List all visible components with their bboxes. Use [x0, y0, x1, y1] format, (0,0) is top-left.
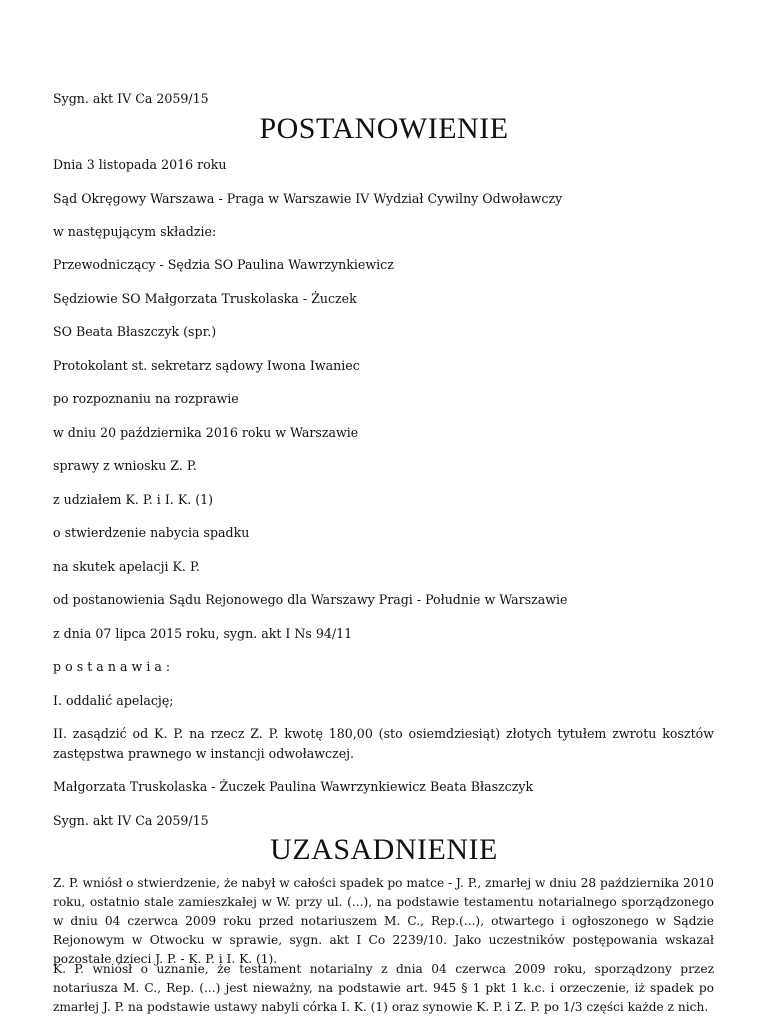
subject-line: o stwierdzenie nabycia spadku — [53, 525, 250, 540]
decision-point-1: I. oddalić apelację; — [53, 693, 174, 708]
decision-point-2: II. zasądzić od K. P. na rzecz Z. P. kwotę 180,00 (sto osiemdziesiąt) złotych tytułem zwrotu kosztów zastępstwa prawnego w instancji odwoławczej. — [53, 726, 714, 761]
justification-title: UZASADNIENIE — [270, 833, 498, 866]
case-signature-top: Sygn. akt IV Ca 2059/15 — [53, 91, 209, 106]
court-line: Sąd Okręgowy Warszawa - Praga w Warszawie IV Wydział Cywilny Odwoławczy — [53, 191, 563, 206]
document-title: POSTANOWIENIE — [259, 112, 509, 145]
lower-court-line: od postanowienia Sądu Rejonowego dla Warszawy Pragi - Południe w Warszawie — [53, 592, 568, 607]
hearing-date-line: w dniu 20 października 2016 roku w Warszawie — [53, 425, 359, 440]
hearing-line: po rozpoznaniu na rozprawie — [53, 391, 239, 406]
justification-paragraph-1: Z. P. wniósł o stwierdzenie, że nabył w całości spadek po matce - J. P., zmarłej w dniu 28 października 2010 roku, ostatnio stale zamieszkałej w W. przy ul. (...), na podstawie testamentu notarialnego sporządzonego w dniu 04 czerwca 2009 roku przed notariuszem M. C., Rep.(...), otwartego i ogłoszonego w Sądzie Rejonowym w Otwocku w sprawie, sygn. akt I Co 2239/10. Jako uczestników postępowania wskazał pozostałe dzieci J. P. - K. P. i I. K. (1). — [53, 876, 714, 966]
decision-word: postanawia: — [53, 659, 175, 674]
justification-paragraph-2: K. P. wniósł o uznanie, że testament notarialny z dnia 04 czerwca 2009 roku, sporządzony przez notariusza M. C., Rep. (...) jest nieważny, na podstawie art. 945 § 1 pkt 1 k.c. i orzeczenie, iż spadek po zmarłej J. P. na podstawie ustawy nabyli córka I. K. (1) oraz synowie K. P. i Z. P. po 1/3 części każde z nich. — [53, 962, 714, 1014]
participants-line: z udziałem K. P. i I. K. (1) — [53, 492, 214, 507]
judge-line: SO Beata Błaszczyk (spr.) — [53, 324, 217, 339]
clerk-line: Protokolant st. sekretarz sądowy Iwona Iwaniec — [53, 358, 360, 373]
case-signature-bottom: Sygn. akt IV Ca 2059/15 — [53, 813, 209, 828]
applicant-line: sprawy z wniosku Z. P. — [53, 458, 197, 473]
lower-court-date-line: z dnia 07 lipca 2015 roku, sygn. akt I Ns 94/11 — [53, 626, 353, 641]
appeal-line: na skutek apelacji K. P. — [53, 559, 200, 574]
judges-signature: Małgorzata Truskolaska - Żuczek Paulina Wawrzynkiewicz Beata Błaszczyk — [53, 779, 534, 794]
presiding-judge-line: Przewodniczący - Sędzia SO Paulina Wawrzynkiewicz — [53, 257, 394, 272]
judges-line: Sędziowie SO Małgorzata Truskolaska - Żuczek — [53, 291, 357, 306]
date-line: Dnia 3 listopada 2016 roku — [53, 157, 227, 172]
composition-line: w następującym składzie: — [53, 224, 217, 239]
